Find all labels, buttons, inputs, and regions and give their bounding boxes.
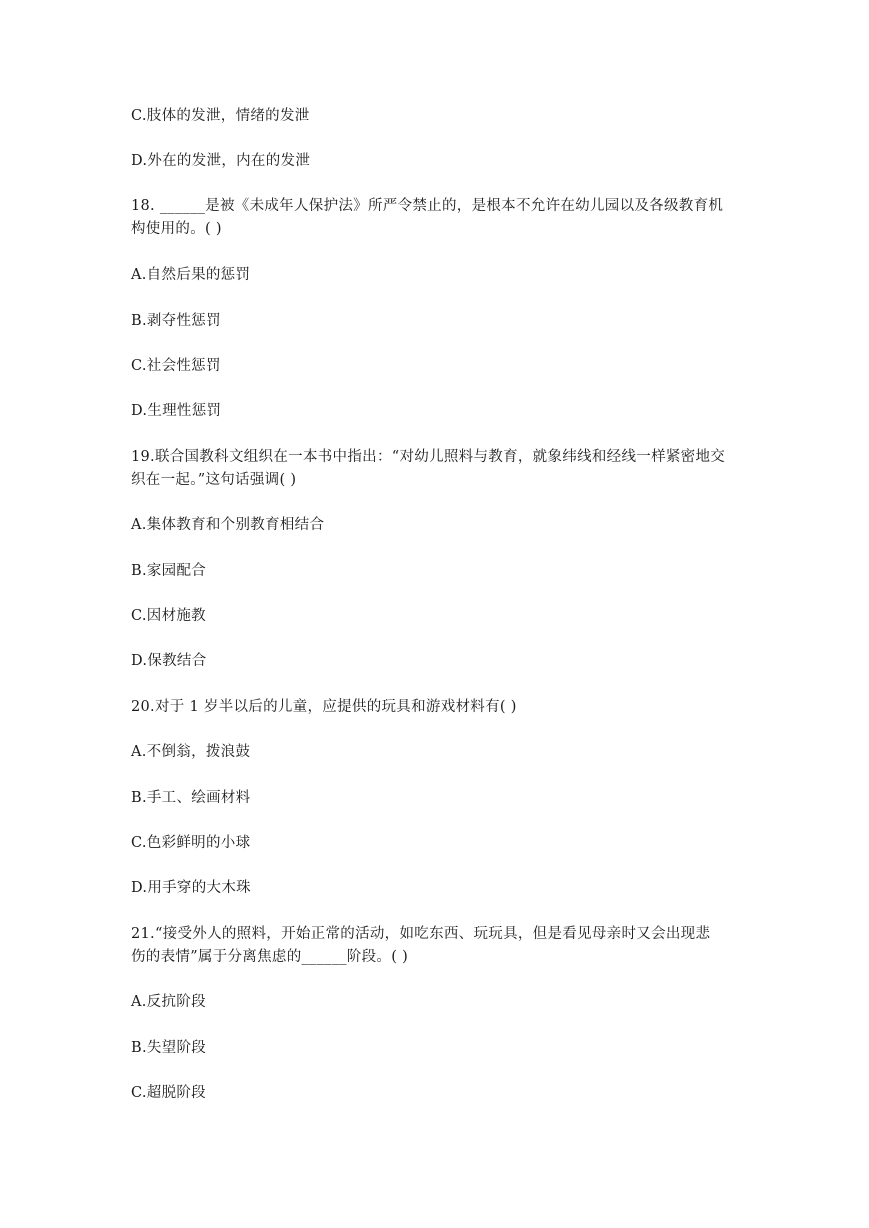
option-19d: D.保教结合: [131, 653, 207, 669]
question-19: [131, 446, 751, 492]
question-20-line-1: 20.对于 1 岁半以后的儿童，应提供的玩具和游戏材料有( ): [131, 699, 517, 715]
option-19b: B.家园配合: [131, 563, 207, 579]
option-18d: D.生理性惩罚: [131, 403, 222, 419]
question-21-line-2: 伤的表情”属于分离焦虑的______阶段。( ): [131, 949, 409, 965]
question-18-line-2: 构使用的。( ): [131, 221, 222, 237]
option-20d: D.用手穿的大木珠: [131, 880, 251, 896]
question-18-line-1: 18. ______是被《未成年人保护法》所严令禁止的，是根本不允许在幼儿园以及各级教育机: [131, 198, 724, 214]
option-21a: A.反抗阶段: [131, 994, 206, 1010]
question-21: [131, 923, 751, 969]
option-19c: C.因材施教: [131, 608, 206, 624]
option-18b: B.剥夺性惩罚: [131, 313, 221, 329]
question-19-line-2: 织在一起。”这句话强调( ): [131, 472, 297, 488]
option-19a: A.集体教育和个别教育相结合: [131, 517, 325, 533]
option-17d: D.外在的发泄，内在的发泄: [131, 153, 311, 169]
question-20: [131, 696, 751, 719]
option-20b: B.手工、绘画材料: [131, 790, 251, 806]
question-18: [131, 195, 751, 241]
option-21b: B.失望阶段: [131, 1040, 207, 1056]
option-18c: C.社会性惩罚: [131, 358, 221, 374]
option-17c: C.肢体的发泄，情绪的发泄: [131, 108, 310, 124]
option-21c: C.超脱阶段: [131, 1085, 206, 1101]
option-18a: A.自然后果的惩罚: [131, 267, 251, 283]
option-20a: A.不倒翁，拨浪鼓: [131, 744, 251, 760]
option-20c: C.色彩鲜明的小球: [131, 835, 251, 851]
question-19-line-1: 19.联合国教科文组织在一本书中指出：“对幼儿照料与教育，就象纬线和经线一样紧密地交: [131, 449, 726, 465]
question-21-line-1: 21.“接受外人的照料，开始正常的活动，如吃东西、玩玩具，但是看见母亲时又会出现悲: [131, 926, 711, 942]
